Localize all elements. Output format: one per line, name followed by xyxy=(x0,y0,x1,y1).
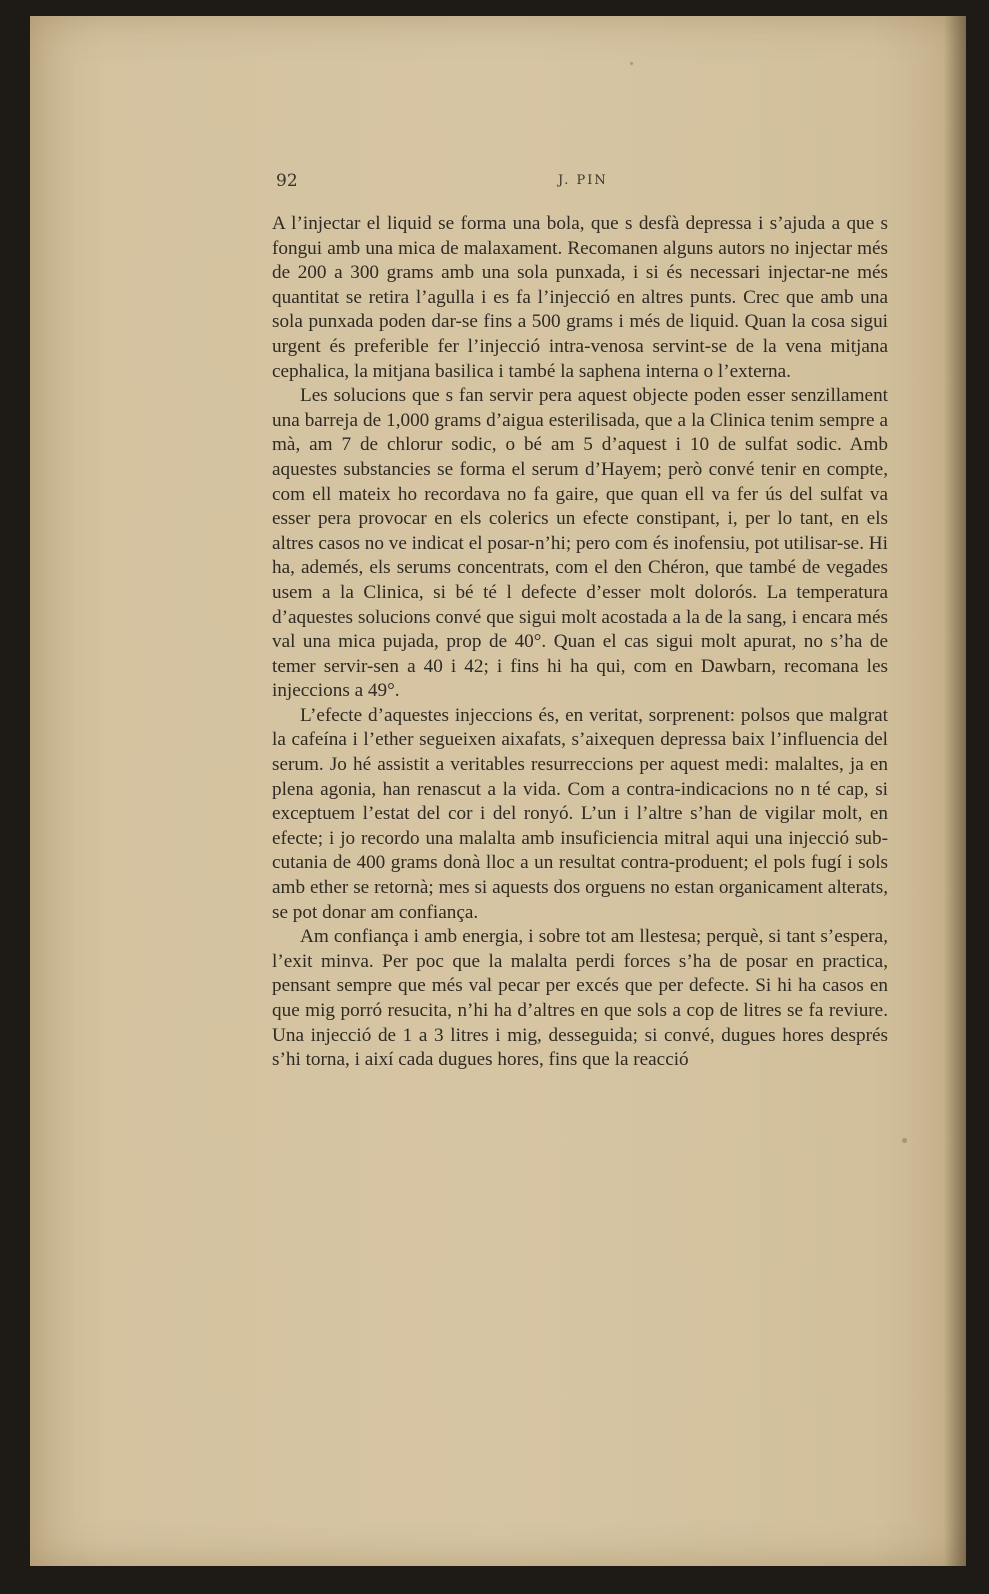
paper-speck xyxy=(902,1138,907,1143)
body-text xyxy=(272,212,888,1073)
page-number: 92 xyxy=(276,171,298,191)
paragraph: L’efecte d’aquestes injeccions és, en veritat, sorprenent: polsos que malgrat la cafeína i l’ether segueixen aixafats, s’aixequen depressa baix l’influencia del serum. Jo hé assistit a veritables resurreccions per aquest medi: malaltes, ja en plena agonia, han renascut a la vida. Com a contra-indicacions no n té cap, si exceptuem l’estat del cor i del ronyó. L’un i l’altre s’han de vigilar molt, en efecte; i jo recordo una malalta amb insuficiencia mitral aqui una injecció sub-cutania de 400 grams donà lloc a un resultat contra-produent; el pols fugí i sols amb ether se retornà; mes si aquests dos orguens no estan organicament alterats, se pot donar am confiança. xyxy=(272,704,888,923)
running-head: J. PIN xyxy=(558,173,608,188)
page-header xyxy=(276,171,876,193)
paper-speck xyxy=(630,62,633,65)
page-edge-shadow xyxy=(944,16,966,1566)
paragraph: Am confiança i amb energia, i sobre tot am llestesa; perquè, si tant s’espera, l’exit minva. Per poc que la malalta perdi forces s’ha de posar en practica, pensant sempre que més val pecar per excés que per defecte. Si hi ha casos en que mig porró resucita, n’hi ha d’altres en que sols a cop de litres se fa reviure. Una injecció de 1 a 3 litres i mig, desseguida; si convé, dugues hores després s’hi torna, i així cada dugues hores, fins que la reacció xyxy=(272,926,888,1071)
paragraph: Les solucions que s fan servir pera aquest objecte poden esser senzillament una barreja de 1,000 grams d’aigua esterilisada, que a la Clinica tenim sempre a mà, am 7 de chlorur sodic, o bé am 5 d’aquest i 10 de sulfat sodic. Amb aquestes substancies se forma el serum d’Hayem; però convé tenir en compte, com ell mateix ho recordava no fa gaire, que quan ell va fer ús del sulfat va esser pera provocar en els colerics un efecte constipant, i, per lo tant, en els altres casos no ve indicat el posar-n’hi; pero com és inofensiu, pot utilisar-se. Hi ha, ademés, els serums concentrats, com el den Chéron, que també de vegades usem a la Clinica, si bé té l defecte d’esser molt dolorós. La temperatura d’aquestes solucions convé que sigui molt acostada a la de la sang, i encara més val una mica pujada, prop de 40°. Quan el cas sigui molt apurat, no s’ha de temer servir-sen a 40 i 42; i fins hi ha qui, com en Dawbarn, recomana les injeccions a 49°. xyxy=(272,385,888,702)
paragraph: A l’injectar el liquid se forma una bola, que s desfà depressa i s’ajuda a que s fongui amb una mica de malaxament. Recomanen alguns autors no injectar més de 200 a 300 grams amb una sola punxada, i si és necessari injectar-ne més quantitat se retira l’agulla i es fa l’injecció en altres punts. Crec que amb una sola punxada poden dar-se fins a 500 grams i més de liquid. Quan la cosa sigui urgent és preferible fer l’injecció intra-venosa servint-se de la vena mitjana cephalica, la mitjana basilica i també la saphena interna o l’externa. xyxy=(272,213,888,382)
